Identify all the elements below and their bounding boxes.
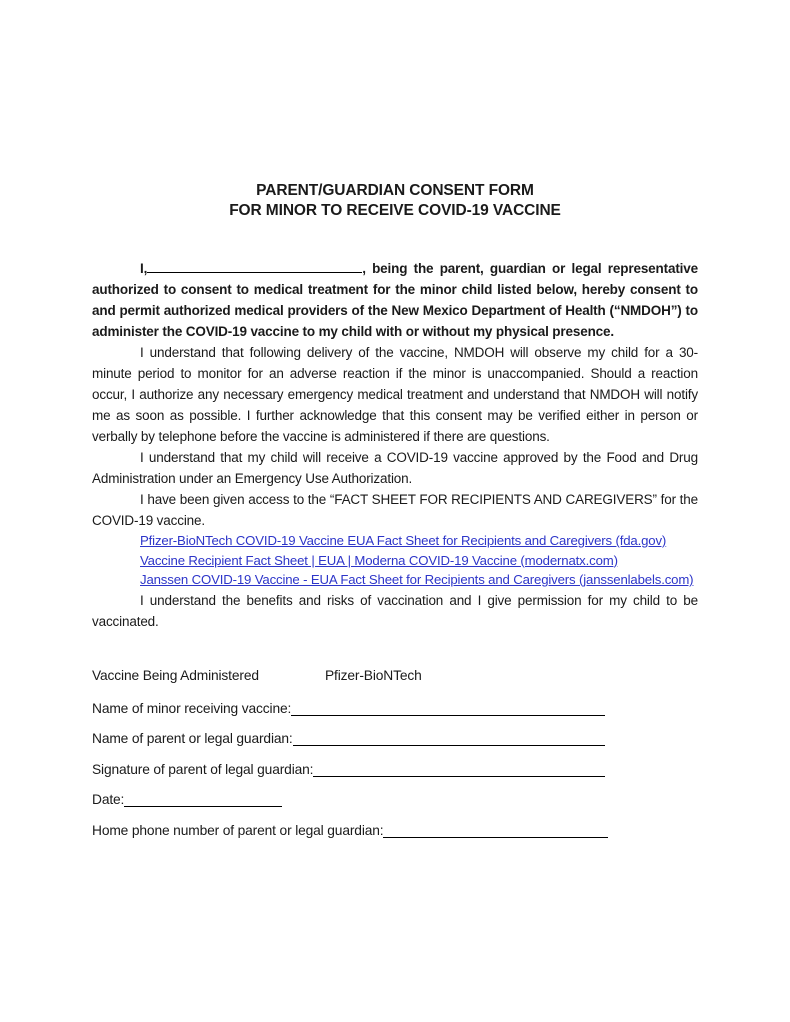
- permission-paragraph: I understand the benefits and risks of vaccination and I give permission for my child to be vaccinated.: [92, 592, 698, 629]
- phone-field[interactable]: [383, 823, 608, 838]
- consent-paragraph-rest: , being the parent, guardian or legal representative authorized to consent to medical treatment for the minor child listed below, hereby consent to and permit authorized medical providers of the New Mexico Department of Health (“NMDOH”) to administer the COVID-19 vaccine to my child with or without my physical presence.: [92, 261, 698, 339]
- link-item: [140, 531, 698, 551]
- moderna-fact-sheet-link[interactable]: Vaccine Recipient Fact Sheet | EUA | Moderna COVID-19 Vaccine (modernatx.com): [140, 552, 618, 568]
- signature-label: Signature of parent of legal guardian:: [92, 761, 314, 777]
- link-item: [140, 570, 698, 590]
- title-line-1: PARENT/GUARDIAN CONSENT FORM: [256, 182, 534, 199]
- signature-row: [92, 760, 605, 777]
- janssen-fact-sheet-link[interactable]: Janssen COVID-19 Vaccine - EUA Fact Sheet for Recipients and Caregivers (janssenlabels.com): [140, 572, 694, 587]
- minor-name-label: Name of minor receiving vaccine:: [92, 700, 292, 716]
- minor-name-field[interactable]: [291, 701, 605, 716]
- phone-row: [92, 821, 608, 838]
- document-title: [92, 181, 698, 221]
- signature-field[interactable]: [313, 762, 605, 777]
- date-label: Date:: [92, 792, 125, 807]
- date-field[interactable]: [124, 792, 282, 807]
- consent-paragraph-prefix: I,: [140, 261, 148, 276]
- pfizer-fact-sheet-link[interactable]: Pfizer-BioNTech COVID-19 Vaccine EUA Fact Sheet for Recipients and Caregivers (fda.gov): [140, 533, 667, 548]
- parent-name-row: [92, 729, 605, 746]
- vaccine-administered-value: Pfizer-BioNTech: [325, 667, 422, 683]
- title-line-2: FOR MINOR TO RECEIVE COVID-19 VACCINE: [229, 202, 561, 219]
- consent-paragraph: [92, 258, 698, 342]
- parent-name-blank[interactable]: [147, 260, 362, 273]
- phone-label: Home phone number of parent or legal guardian:: [92, 822, 384, 838]
- document-content: [92, 181, 698, 851]
- parent-name-label: Name of parent or legal guardian:: [92, 731, 293, 746]
- minor-name-row: [92, 699, 605, 716]
- observation-paragraph: I understand that following delivery of the vaccine, NMDOH will observe my child for a 30-minute period to monitor for an adverse reaction if the minor is unaccompanied. Should a reaction occur, I authorize any necessary emergency medical treatment and understand that NMDOH will notify me as soon as possible. I further acknowledge that this consent may be verified either in person or verbally by telephone before the vaccine is administered if there are questions.: [92, 345, 698, 444]
- eua-paragraph: I understand that my child will receive a COVID-19 vaccine approved by the Food and Drug Administration under an Emergency Use Authorization.: [92, 450, 698, 486]
- vaccine-administered-label: Vaccine Being Administered: [92, 667, 259, 683]
- link-item: [140, 551, 698, 571]
- fact-sheet-paragraph: I have been given access to the “FACT SHEET FOR RECIPIENTS AND CAREGIVERS” for the COVID-19 vaccine.: [92, 492, 698, 528]
- date-row: [92, 790, 282, 807]
- vaccine-administered-row: [92, 666, 698, 683]
- fact-sheet-links: [140, 531, 698, 590]
- parent-name-field[interactable]: [293, 731, 605, 746]
- form-section: [92, 666, 698, 838]
